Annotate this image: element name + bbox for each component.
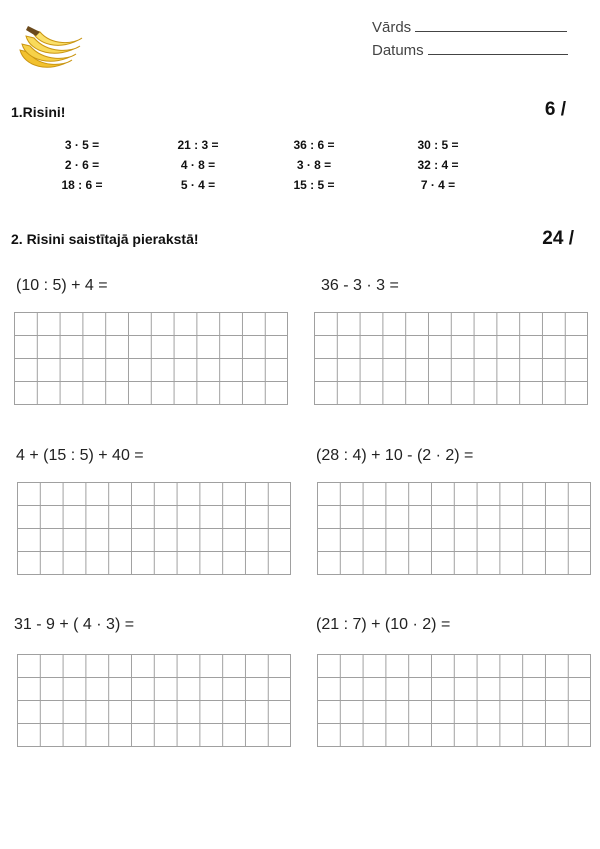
answer-grid[interactable] (17, 654, 291, 747)
answer-grid[interactable] (317, 482, 591, 575)
exercise-item: 5 · 4 = (180, 178, 216, 192)
exercise-column-4 (398, 135, 478, 195)
exercise-item: 3 · 5 = (64, 138, 100, 152)
exercise-column-1 (42, 135, 122, 195)
section2-title: 2. Risini saistītajā pierakstā! (11, 231, 199, 247)
banana-bunch-icon (14, 20, 86, 74)
exercise-item: 30 : 5 = (417, 138, 459, 152)
date-label: Datums (372, 42, 424, 59)
exercise-item: 7 · 4 = (420, 178, 456, 192)
exercise-item: 15 : 5 = (293, 178, 335, 192)
exercise-item: 32 : 4 = (417, 158, 459, 172)
task-expression: 36 - 3 · 3 = (321, 277, 399, 294)
answer-grid[interactable] (17, 482, 291, 575)
answer-grid[interactable] (317, 654, 591, 747)
section1-title: 1.Risini! (11, 104, 66, 120)
date-field[interactable] (372, 42, 568, 59)
name-field[interactable] (372, 19, 567, 36)
exercise-column-3 (274, 135, 354, 195)
task-expression: (10 : 5) + 4 = (16, 277, 108, 294)
task-expression: (28 : 4) + 10 - (2 · 2) = (316, 447, 474, 464)
exercise-item: 36 : 6 = (293, 138, 335, 152)
name-label: Vārds (372, 19, 412, 36)
section1-score: 6 / (544, 99, 566, 120)
task-expression: 4 + (15 : 5) + 40 = (16, 447, 144, 464)
answer-grid[interactable] (14, 312, 288, 405)
task-expression: 31 - 9 + ( 4 · 3) = (14, 616, 135, 633)
exercise-item: 21 : 3 = (177, 138, 219, 152)
exercise-item: 18 : 6 = (61, 178, 103, 192)
exercise-column-2 (158, 135, 238, 195)
answer-grid[interactable] (314, 312, 588, 405)
exercise-item: 4 · 8 = (180, 158, 216, 172)
section2-score: 24 / (542, 228, 574, 249)
task-expression: (21 : 7) + (10 · 2) = (316, 616, 451, 633)
exercise-item: 3 · 8 = (296, 158, 332, 172)
exercise-item: 2 · 6 = (64, 158, 100, 172)
